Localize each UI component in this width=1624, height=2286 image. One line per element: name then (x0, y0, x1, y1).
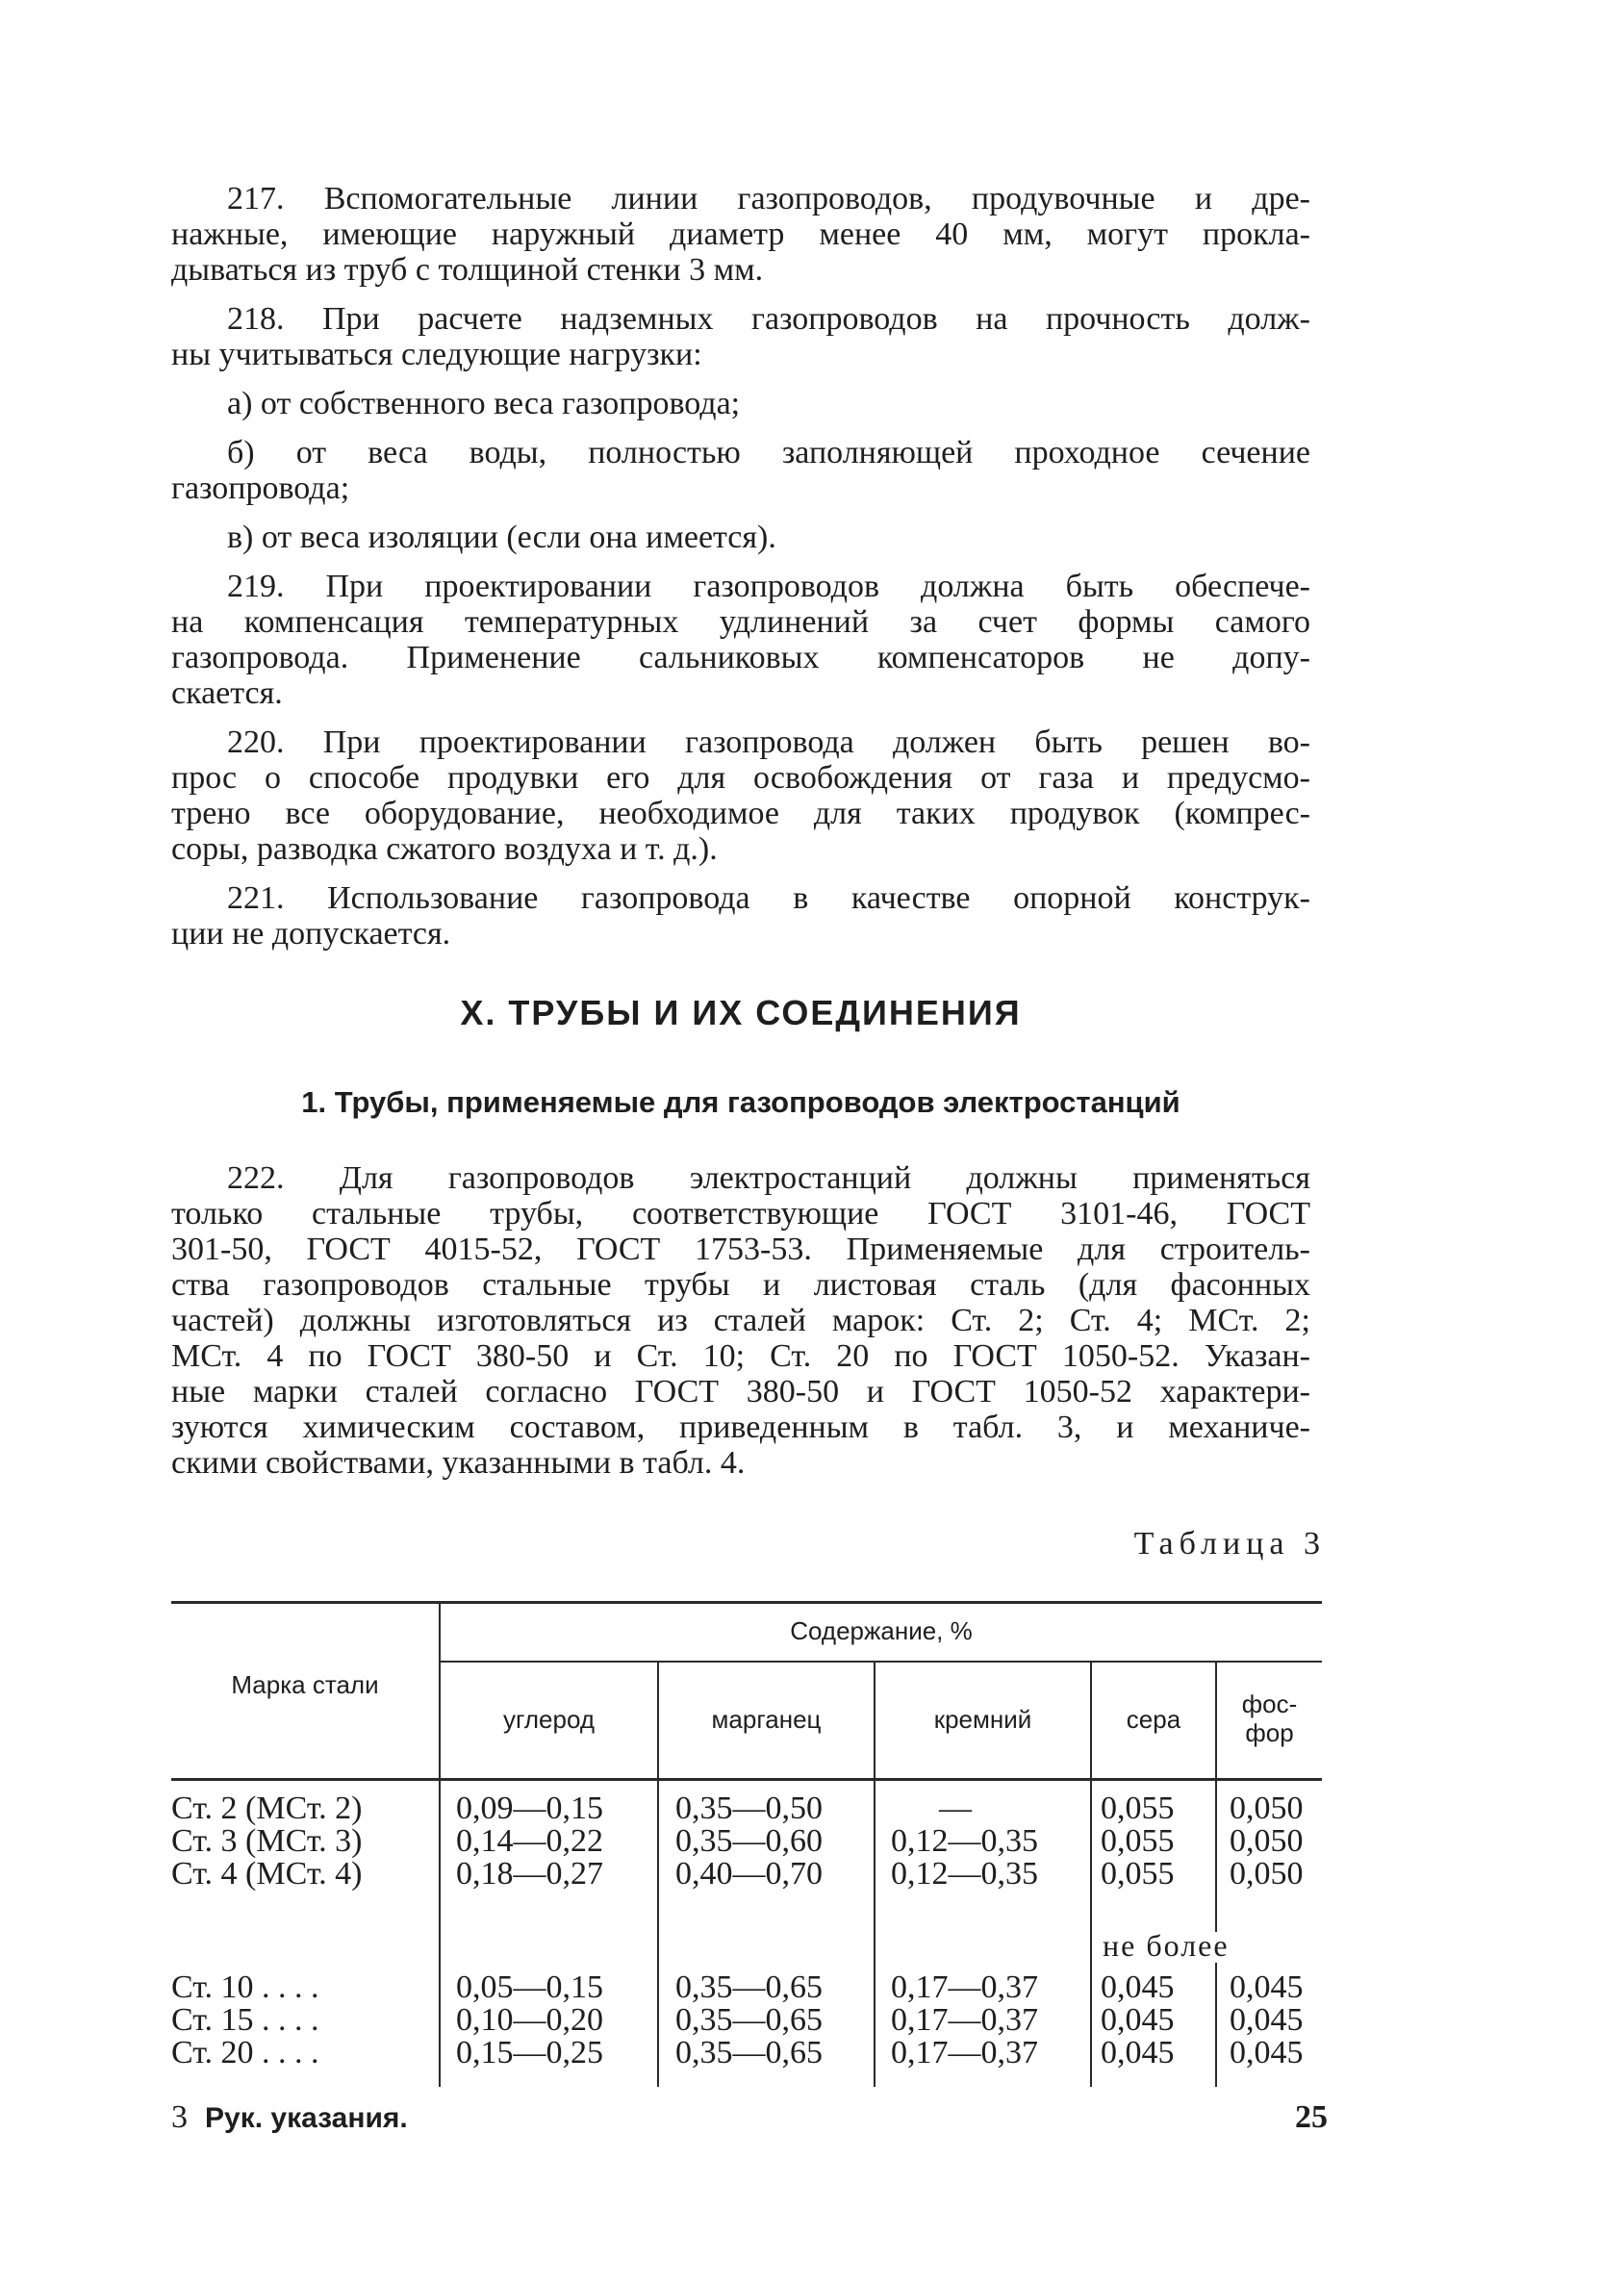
text-line: 221. Использование газопровода в качестве опорной конструк- (227, 880, 1310, 916)
cell-manganese: 0,35—0,65 (675, 2002, 823, 2038)
paragraph (171, 435, 1310, 506)
cell-carbon: 0,14—0,22 (456, 1823, 603, 1859)
text-line: ства газопроводов стальные трубы и листовая сталь (для фасонных (171, 1267, 1310, 1303)
cell-steel-grade: Ст. 4 (МСт. 4) (171, 1856, 363, 1892)
cell-steel-grade: Ст. 2 (МСт. 2) (171, 1791, 363, 1826)
cell-phosphorus: 0,045 (1230, 1969, 1304, 2005)
cell-manganese: 0,35—0,50 (675, 1791, 823, 1826)
cell-phosphorus: 0,045 (1230, 2002, 1304, 2038)
cell-steel-grade: Ст. 15 . . . . (171, 2002, 319, 2038)
text-line: б) от веса воды, полностью заполняющей проходное сечение (227, 435, 1310, 470)
paragraph (171, 880, 1310, 952)
cell-silicon: 0,12—0,35 (891, 1823, 1038, 1859)
cell-carbon: 0,18—0,27 (456, 1856, 603, 1892)
cell-phosphorus: 0,050 (1230, 1823, 1304, 1859)
col-divider-5-lower (1215, 1963, 1217, 2087)
text-line: частей) должны изготовляться из сталей марок: Ст. 2; Ст. 4; МСт. 2; (171, 1303, 1310, 1338)
cell-carbon: 0,10—0,20 (456, 2002, 603, 2038)
table-3 (171, 1601, 1322, 2092)
cell-carbon: 0,15—0,25 (456, 2035, 603, 2070)
text-line: газопровода; (171, 470, 350, 506)
subsection-title: 1. Трубы, применяемые для газопроводов электростанций (301, 1085, 1180, 1119)
header-content-group: Содержание, % (790, 1616, 973, 1645)
text-line: нажные, имеющие наружный диаметр менее 40 мм, могут прокла- (171, 216, 1310, 252)
col-divider-5-upper (1215, 1778, 1217, 1932)
cell-sulfur: 0,055 (1101, 1791, 1175, 1826)
text-line: 219. При проектировании газопроводов должна быть обеспече- (227, 569, 1310, 604)
table-top-rule (171, 1601, 1322, 1604)
paragraph (171, 724, 1310, 867)
table-caption: Таблица 3 (1133, 1526, 1326, 1562)
text-line: только стальные трубы, соответствующие ГОСТ 3101-46, ГОСТ (171, 1196, 1310, 1232)
cell-silicon: 0,12—0,35 (891, 1856, 1038, 1892)
text-line: зуются химическим составом, приведенным в табл. 3, и механиче- (171, 1410, 1310, 1445)
paragraph (171, 569, 1310, 711)
header-steel-grade: Марка стали (231, 1670, 379, 1699)
text-line: 220. При проектировании газопровода должен быть решен во- (227, 724, 1310, 760)
section-title: X. ТРУБЫ И ИХ СОЕДИНЕНИЯ (460, 993, 1022, 1032)
text-line: 217. Вспомогательные линии газопроводов, продувочные и дре- (227, 181, 1310, 216)
text-line: 301-50, ГОСТ 4015-52, ГОСТ 1753-53. Применяемые для строитель- (171, 1232, 1310, 1267)
text-line: скается. (171, 675, 283, 711)
text-line: 222. Для газопроводов электростанций должны применяться (227, 1160, 1310, 1196)
cell-carbon: 0,05—0,15 (456, 1969, 603, 2005)
text-line: газопровода. Применение сальниковых компенсаторов не допу- (171, 640, 1310, 675)
cell-manganese: 0,40—0,70 (675, 1856, 823, 1892)
page-number: 25 (1295, 2099, 1328, 2135)
text-line: прос о способе продувки его для освобождения от газа и предусмо- (171, 760, 1310, 796)
cell-steel-grade: Ст. 20 . . . . (171, 2035, 319, 2070)
paragraph (171, 1160, 1310, 1481)
cell-sulfur: 0,045 (1101, 2035, 1175, 2070)
paragraph (171, 301, 1310, 372)
cell-carbon: 0,09—0,15 (456, 1791, 603, 1826)
cell-phosphorus: 0,050 (1230, 1856, 1304, 1892)
cell-steel-grade: Ст. 3 (МСт. 3) (171, 1823, 363, 1859)
group-header-rule (439, 1661, 1322, 1663)
text-line: ны учитываться следующие нагрузки: (171, 337, 702, 372)
text-line: МСт. 4 по ГОСТ 380-50 и Ст. 10; Ст. 20 по ГОСТ 1050-52. Указан- (171, 1338, 1310, 1374)
text-line: на компенсация температурных удлинений за счет формы самого (171, 604, 1310, 640)
text-line: ции не допускается. (171, 916, 451, 952)
cell-phosphorus: 0,045 (1230, 2035, 1304, 2070)
paragraphs-block (171, 181, 1310, 965)
cell-sulfur: 0,055 (1101, 1856, 1175, 1892)
header-manganese: марганец (711, 1705, 822, 1734)
table-note: не более (1103, 1928, 1230, 1963)
text-line: трено все оборудование, необходимое для таких продувок (компрес- (171, 796, 1310, 831)
cell-manganese: 0,35—0,65 (675, 1969, 823, 2005)
cell-phosphorus: 0,050 (1230, 1791, 1304, 1826)
header-bottom-rule (171, 1778, 1322, 1781)
sheet-label: Рук. указания. (205, 2102, 408, 2134)
header-sulfur: сера (1126, 1705, 1181, 1734)
cell-sulfur: 0,055 (1101, 1823, 1175, 1859)
text-line: соры, разводка сжатого воздуха и т. д.). (171, 831, 718, 867)
text-line: дываться из труб с толщиной стенки 3 мм. (171, 252, 764, 288)
cell-silicon: 0,17—0,37 (891, 2002, 1038, 2038)
cell-sulfur: 0,045 (1101, 1969, 1175, 2005)
footer-sheet-label (171, 2099, 408, 2136)
paragraph-222 (171, 1160, 1310, 1494)
paragraph (171, 386, 1310, 421)
cell-sulfur: 0,045 (1101, 2002, 1175, 2038)
text-line: в) от веса изоляции (если она имеется). (227, 520, 776, 555)
cell-silicon: 0,17—0,37 (891, 2035, 1038, 2070)
cell-silicon: 0,17—0,37 (891, 1969, 1038, 2005)
cell-manganese: 0,35—0,65 (675, 2035, 823, 2070)
text-line: а) от собственного веса газопровода; (227, 386, 741, 421)
cell-silicon: — (939, 1791, 972, 1826)
paragraph (171, 181, 1310, 288)
header-carbon: углерод (502, 1705, 596, 1734)
text-line: 218. При расчете надземных газопроводов на прочность долж- (227, 301, 1310, 337)
header-silicon: кремний (933, 1705, 1032, 1734)
col-divider-1 (439, 1601, 441, 2087)
header-phosphorus: фос- фор (1241, 1689, 1298, 1747)
cell-manganese: 0,35—0,60 (675, 1823, 823, 1859)
cell-steel-grade: Ст. 10 . . . . (171, 1969, 319, 2005)
sheet-number: 3 (171, 2099, 188, 2135)
paragraph (171, 520, 1310, 555)
text-line: скими свойствами, указанными в табл. 4. (171, 1445, 746, 1481)
text-line: ные марки сталей согласно ГОСТ 380-50 и ГОСТ 1050-52 характери- (171, 1374, 1310, 1410)
